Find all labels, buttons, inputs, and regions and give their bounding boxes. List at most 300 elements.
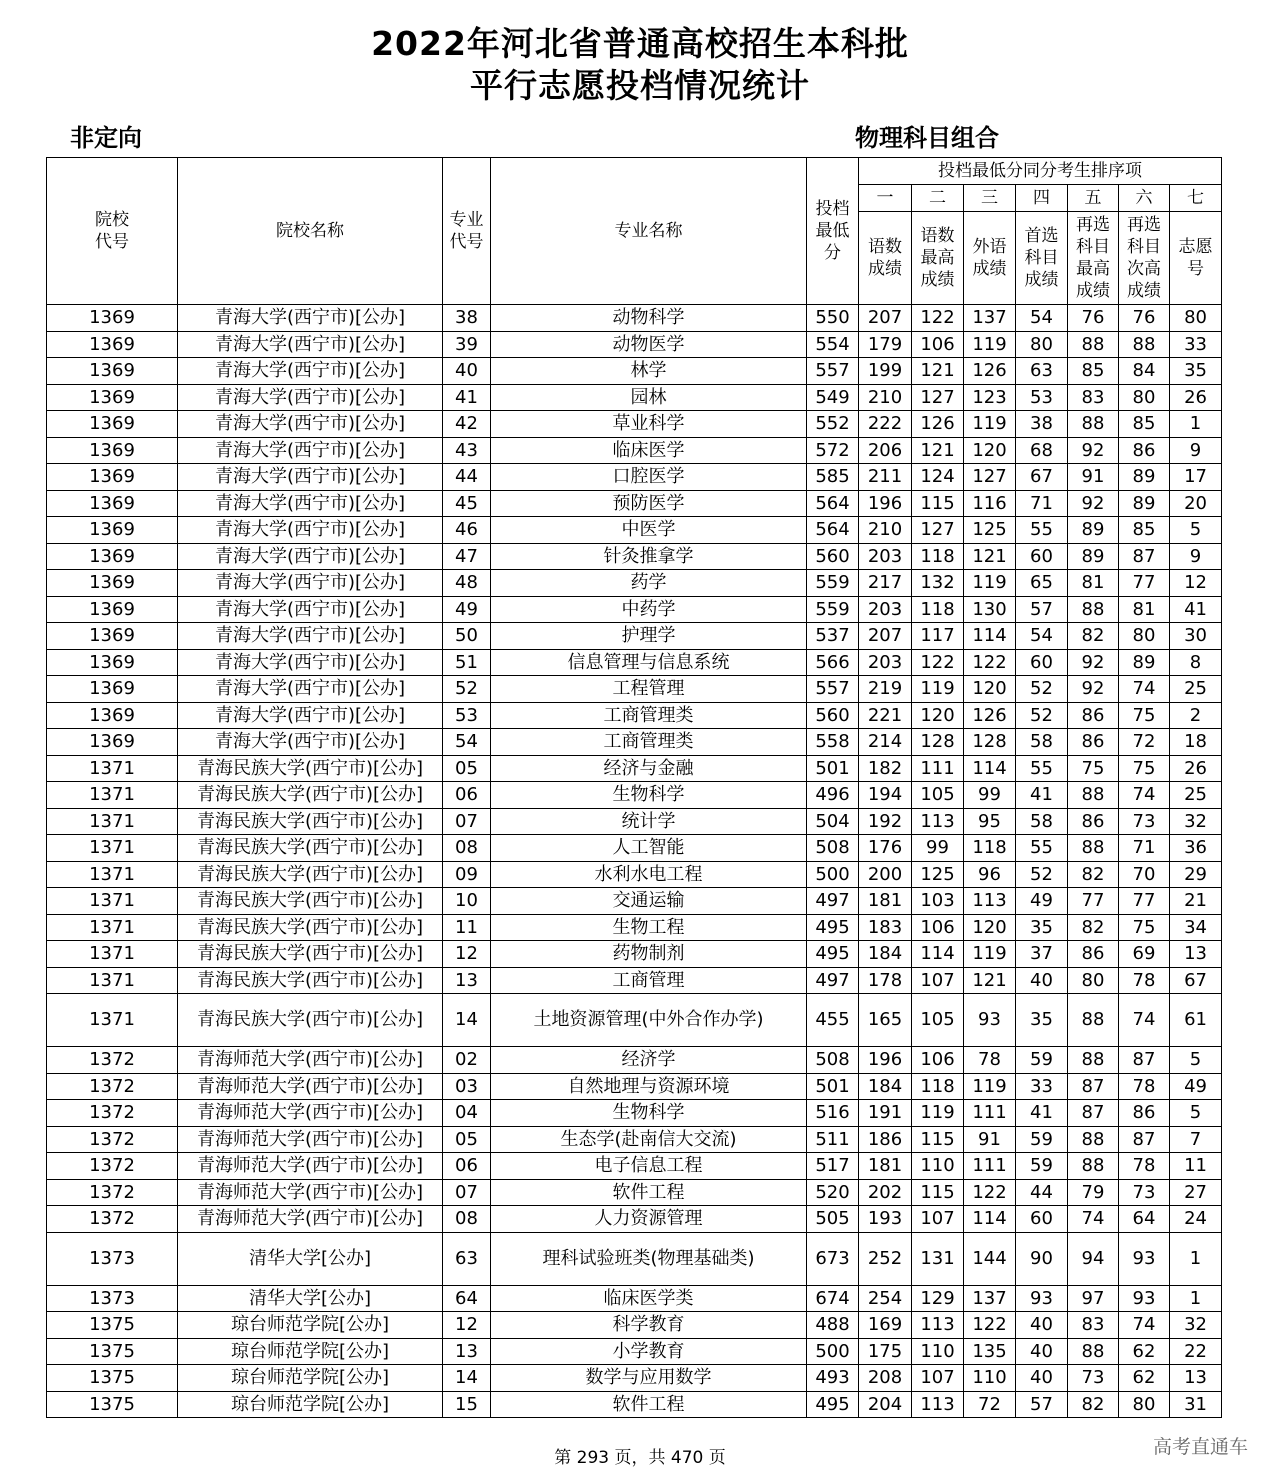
header-min-score: 投档最低分 (807, 158, 859, 305)
cell-chinese-math-max: 118 (912, 543, 964, 570)
cell-school-name: 青海民族大学(西宁市)[公办] (178, 755, 443, 782)
cell-choice-number: 12 (1170, 570, 1222, 597)
cell-foreign-language-score: 114 (964, 755, 1016, 782)
cell-chinese-math-max: 99 (912, 835, 964, 862)
cell-chinese-math-max: 129 (912, 1285, 964, 1312)
cell-major-name: 预防医学 (491, 490, 807, 517)
cell-choice-number: 9 (1170, 437, 1222, 464)
cell-first-subject-score: 37 (1016, 941, 1068, 968)
cell-chinese-math-max: 113 (912, 1312, 964, 1339)
cell-foreign-language-score: 123 (964, 384, 1016, 411)
cell-chinese-math-score: 192 (859, 808, 912, 835)
cell-min-score: 517 (807, 1153, 859, 1180)
cell-first-subject-score: 90 (1016, 1232, 1068, 1285)
cell-chinese-math-score: 175 (859, 1338, 912, 1365)
cell-foreign-language-score: 119 (964, 411, 1016, 438)
cell-choice-number: 25 (1170, 676, 1222, 703)
cell-major-code: 41 (443, 384, 491, 411)
cell-second-subject-next: 75 (1119, 755, 1170, 782)
header-sort-item-5: 再选科目最高成绩 (1068, 212, 1119, 305)
cell-chinese-math-max: 117 (912, 623, 964, 650)
cell-second-subject-next: 89 (1119, 464, 1170, 491)
cell-major-name: 生物工程 (491, 914, 807, 941)
table-row (47, 305, 1222, 332)
table-row (47, 702, 1222, 729)
cell-foreign-language-score: 118 (964, 835, 1016, 862)
cell-major-code: 53 (443, 702, 491, 729)
cell-school-name: 青海大学(西宁市)[公办] (178, 570, 443, 597)
cell-second-subject-max: 88 (1068, 1153, 1119, 1180)
cell-min-score: 495 (807, 1391, 859, 1418)
table-row (47, 888, 1222, 915)
cell-second-subject-next: 93 (1119, 1232, 1170, 1285)
cell-school-code: 1371 (47, 808, 178, 835)
document-title-line1: 2022年河北省普通高校招生本科批 (371, 24, 909, 63)
cell-school-name: 青海民族大学(西宁市)[公办] (178, 941, 443, 968)
cell-min-score: 501 (807, 1073, 859, 1100)
cell-min-score: 496 (807, 782, 859, 809)
cell-min-score: 564 (807, 517, 859, 544)
cell-min-score: 520 (807, 1179, 859, 1206)
cell-school-name: 青海师范大学(西宁市)[公办] (178, 1206, 443, 1233)
cell-choice-number: 36 (1170, 835, 1222, 862)
cell-major-name: 统计学 (491, 808, 807, 835)
cell-min-score: 516 (807, 1100, 859, 1127)
table-row (47, 967, 1222, 994)
cell-choice-number: 30 (1170, 623, 1222, 650)
table-row (47, 1232, 1222, 1285)
cell-foreign-language-score: 122 (964, 1312, 1016, 1339)
cell-second-subject-max: 74 (1068, 1206, 1119, 1233)
cell-first-subject-score: 52 (1016, 702, 1068, 729)
cell-major-name: 林学 (491, 358, 807, 385)
cell-foreign-language-score: 78 (964, 1047, 1016, 1074)
cell-second-subject-next: 86 (1119, 437, 1170, 464)
cell-chinese-math-score: 181 (859, 888, 912, 915)
cell-major-name: 生物科学 (491, 1100, 807, 1127)
table-row (47, 384, 1222, 411)
cell-second-subject-next: 87 (1119, 1047, 1170, 1074)
cell-school-name: 青海大学(西宁市)[公办] (178, 464, 443, 491)
cell-min-score: 505 (807, 1206, 859, 1233)
cell-chinese-math-score: 169 (859, 1312, 912, 1339)
cell-choice-number: 1 (1170, 1232, 1222, 1285)
cell-school-code: 1372 (47, 1047, 178, 1074)
cell-choice-number: 1 (1170, 1285, 1222, 1312)
cell-school-name: 青海大学(西宁市)[公办] (178, 305, 443, 332)
cell-chinese-math-score: 203 (859, 543, 912, 570)
header-ranking-group: 投档最低分同分考生排序项 (859, 158, 1222, 185)
cell-school-name: 青海大学(西宁市)[公办] (178, 676, 443, 703)
cell-major-code: 13 (443, 967, 491, 994)
cell-min-score: 495 (807, 914, 859, 941)
cell-major-code: 46 (443, 517, 491, 544)
cell-major-name: 生态学(赴南信大交流) (491, 1126, 807, 1153)
cell-school-code: 1375 (47, 1391, 178, 1418)
cell-foreign-language-score: 135 (964, 1338, 1016, 1365)
cell-major-code: 52 (443, 676, 491, 703)
cell-foreign-language-score: 127 (964, 464, 1016, 491)
cell-second-subject-next: 71 (1119, 835, 1170, 862)
cell-second-subject-max: 92 (1068, 437, 1119, 464)
cell-chinese-math-max: 115 (912, 490, 964, 517)
cell-choice-number: 25 (1170, 782, 1222, 809)
cell-choice-number: 2 (1170, 702, 1222, 729)
cell-second-subject-max: 88 (1068, 1338, 1119, 1365)
cell-school-name: 青海大学(西宁市)[公办] (178, 623, 443, 650)
cell-foreign-language-score: 126 (964, 358, 1016, 385)
cell-min-score: 455 (807, 994, 859, 1047)
cell-second-subject-next: 78 (1119, 1153, 1170, 1180)
cell-second-subject-next: 73 (1119, 1179, 1170, 1206)
cell-second-subject-max: 92 (1068, 649, 1119, 676)
cell-first-subject-score: 60 (1016, 1206, 1068, 1233)
table-row (47, 1153, 1222, 1180)
table-row (47, 1365, 1222, 1392)
cell-second-subject-next: 81 (1119, 596, 1170, 623)
cell-school-name: 青海师范大学(西宁市)[公办] (178, 1126, 443, 1153)
cell-min-score: 500 (807, 1338, 859, 1365)
cell-min-score: 508 (807, 1047, 859, 1074)
cell-major-name: 工商管理 (491, 967, 807, 994)
cell-second-subject-max: 88 (1068, 835, 1119, 862)
cell-choice-number: 29 (1170, 861, 1222, 888)
cell-choice-number: 24 (1170, 1206, 1222, 1233)
cell-foreign-language-score: 121 (964, 543, 1016, 570)
cell-foreign-language-score: 119 (964, 941, 1016, 968)
table-header (47, 158, 1222, 305)
cell-choice-number: 13 (1170, 941, 1222, 968)
cell-school-code: 1371 (47, 967, 178, 994)
cell-foreign-language-score: 111 (964, 1153, 1016, 1180)
cell-foreign-language-score: 113 (964, 888, 1016, 915)
cell-second-subject-max: 86 (1068, 702, 1119, 729)
cell-chinese-math-max: 115 (912, 1179, 964, 1206)
cell-school-code: 1375 (47, 1338, 178, 1365)
cell-second-subject-next: 89 (1119, 490, 1170, 517)
subject-group-label: 物理科目组合 (855, 124, 999, 152)
cell-chinese-math-max: 111 (912, 755, 964, 782)
table-row (47, 649, 1222, 676)
table-row (47, 1073, 1222, 1100)
cell-school-code: 1369 (47, 490, 178, 517)
cell-school-name: 青海大学(西宁市)[公办] (178, 437, 443, 464)
cell-chinese-math-max: 107 (912, 967, 964, 994)
cell-first-subject-score: 60 (1016, 543, 1068, 570)
cell-school-name: 青海师范大学(西宁市)[公办] (178, 1047, 443, 1074)
cell-min-score: 559 (807, 596, 859, 623)
cell-school-code: 1369 (47, 358, 178, 385)
cell-second-subject-next: 75 (1119, 914, 1170, 941)
table-row (47, 358, 1222, 385)
cell-min-score: 500 (807, 861, 859, 888)
cell-chinese-math-max: 118 (912, 1073, 964, 1100)
cell-school-name: 青海大学(西宁市)[公办] (178, 384, 443, 411)
cell-second-subject-next: 84 (1119, 358, 1170, 385)
cell-second-subject-max: 89 (1068, 517, 1119, 544)
table-row (47, 1338, 1222, 1365)
table-row (47, 782, 1222, 809)
cell-chinese-math-score: 181 (859, 1153, 912, 1180)
cell-first-subject-score: 80 (1016, 331, 1068, 358)
cell-major-code: 48 (443, 570, 491, 597)
cell-chinese-math-score: 222 (859, 411, 912, 438)
cell-choice-number: 5 (1170, 517, 1222, 544)
cell-min-score: 564 (807, 490, 859, 517)
table-body (47, 305, 1222, 1418)
cell-chinese-math-max: 107 (912, 1365, 964, 1392)
cell-school-name: 青海民族大学(西宁市)[公办] (178, 967, 443, 994)
cell-min-score: 549 (807, 384, 859, 411)
cell-first-subject-score: 57 (1016, 1391, 1068, 1418)
cell-first-subject-score: 40 (1016, 967, 1068, 994)
table-row (47, 1100, 1222, 1127)
table-row (47, 570, 1222, 597)
cell-major-name: 自然地理与资源环境 (491, 1073, 807, 1100)
cell-foreign-language-score: 120 (964, 914, 1016, 941)
cell-school-code: 1371 (47, 861, 178, 888)
cell-first-subject-score: 71 (1016, 490, 1068, 517)
table-row (47, 755, 1222, 782)
table-row (47, 729, 1222, 756)
table-row (47, 994, 1222, 1047)
cell-school-code: 1369 (47, 649, 178, 676)
cell-chinese-math-max: 124 (912, 464, 964, 491)
cell-major-code: 06 (443, 1153, 491, 1180)
cell-second-subject-next: 80 (1119, 1391, 1170, 1418)
table-row (47, 623, 1222, 650)
cell-second-subject-max: 89 (1068, 543, 1119, 570)
cell-school-name: 青海大学(西宁市)[公办] (178, 517, 443, 544)
cell-foreign-language-score: 137 (964, 305, 1016, 332)
cell-major-code: 09 (443, 861, 491, 888)
table-row (47, 1391, 1222, 1418)
cell-school-code: 1372 (47, 1206, 178, 1233)
cell-second-subject-max: 82 (1068, 623, 1119, 650)
cell-school-name: 青海师范大学(西宁市)[公办] (178, 1179, 443, 1206)
cell-chinese-math-score: 203 (859, 649, 912, 676)
cell-major-code: 11 (443, 914, 491, 941)
cell-chinese-math-max: 120 (912, 702, 964, 729)
cell-major-code: 05 (443, 755, 491, 782)
cell-major-code: 02 (443, 1047, 491, 1074)
cell-foreign-language-score: 120 (964, 676, 1016, 703)
cell-major-name: 经济学 (491, 1047, 807, 1074)
cell-chinese-math-score: 196 (859, 490, 912, 517)
header-order-3: 三 (964, 185, 1016, 212)
cell-major-name: 经济与金融 (491, 755, 807, 782)
cell-major-code: 12 (443, 941, 491, 968)
cell-min-score: 572 (807, 437, 859, 464)
cell-choice-number: 35 (1170, 358, 1222, 385)
cell-min-score: 560 (807, 702, 859, 729)
cell-school-code: 1371 (47, 835, 178, 862)
cell-major-name: 园林 (491, 384, 807, 411)
cell-choice-number: 5 (1170, 1100, 1222, 1127)
cell-major-code: 10 (443, 888, 491, 915)
cell-second-subject-max: 88 (1068, 994, 1119, 1047)
cell-foreign-language-score: 99 (964, 782, 1016, 809)
cell-school-name: 青海大学(西宁市)[公办] (178, 596, 443, 623)
cell-chinese-math-max: 121 (912, 358, 964, 385)
cell-major-name: 信息管理与信息系统 (491, 649, 807, 676)
cell-school-code: 1369 (47, 517, 178, 544)
header-school-name: 院校名称 (178, 158, 443, 305)
cell-second-subject-max: 92 (1068, 676, 1119, 703)
cell-school-code: 1371 (47, 888, 178, 915)
cell-chinese-math-max: 107 (912, 1206, 964, 1233)
cell-major-code: 15 (443, 1391, 491, 1418)
cell-second-subject-max: 73 (1068, 1365, 1119, 1392)
cell-major-name: 护理学 (491, 623, 807, 650)
cell-second-subject-next: 76 (1119, 305, 1170, 332)
cell-first-subject-score: 44 (1016, 1179, 1068, 1206)
cell-chinese-math-max: 113 (912, 1391, 964, 1418)
cell-school-name: 青海大学(西宁市)[公办] (178, 411, 443, 438)
cell-choice-number: 13 (1170, 1365, 1222, 1392)
cell-major-name: 人工智能 (491, 835, 807, 862)
cell-chinese-math-score: 210 (859, 384, 912, 411)
cell-choice-number: 17 (1170, 464, 1222, 491)
cell-school-code: 1372 (47, 1100, 178, 1127)
table-row (47, 1206, 1222, 1233)
cell-first-subject-score: 53 (1016, 384, 1068, 411)
cell-second-subject-max: 81 (1068, 570, 1119, 597)
header-order-6: 六 (1119, 185, 1170, 212)
cell-min-score: 559 (807, 570, 859, 597)
cell-chinese-math-max: 106 (912, 331, 964, 358)
cell-first-subject-score: 67 (1016, 464, 1068, 491)
cell-min-score: 585 (807, 464, 859, 491)
cell-major-name: 临床医学 (491, 437, 807, 464)
cell-chinese-math-max: 128 (912, 729, 964, 756)
cell-first-subject-score: 93 (1016, 1285, 1068, 1312)
header-order-4: 四 (1016, 185, 1068, 212)
cell-chinese-math-max: 122 (912, 649, 964, 676)
cell-foreign-language-score: 93 (964, 994, 1016, 1047)
cell-school-code: 1371 (47, 755, 178, 782)
cell-first-subject-score: 40 (1016, 1338, 1068, 1365)
cell-second-subject-max: 88 (1068, 596, 1119, 623)
cell-chinese-math-max: 119 (912, 1100, 964, 1127)
cell-major-code: 06 (443, 782, 491, 809)
cell-major-name: 动物医学 (491, 331, 807, 358)
table-row (47, 808, 1222, 835)
cell-major-code: 07 (443, 1179, 491, 1206)
cell-chinese-math-max: 121 (912, 437, 964, 464)
cell-second-subject-next: 73 (1119, 808, 1170, 835)
header-order-1: 一 (859, 185, 912, 212)
cell-school-code: 1371 (47, 994, 178, 1047)
cell-school-code: 1373 (47, 1285, 178, 1312)
cell-min-score: 557 (807, 358, 859, 385)
cell-first-subject-score: 58 (1016, 729, 1068, 756)
cell-second-subject-max: 87 (1068, 1073, 1119, 1100)
header-major-code: 专业代号 (443, 158, 491, 305)
header-school-code: 院校代号 (47, 158, 178, 305)
cell-second-subject-max: 82 (1068, 1391, 1119, 1418)
cell-foreign-language-score: 120 (964, 437, 1016, 464)
table-row (47, 1126, 1222, 1153)
cell-foreign-language-score: 96 (964, 861, 1016, 888)
cell-second-subject-max: 91 (1068, 464, 1119, 491)
cell-second-subject-max: 92 (1068, 490, 1119, 517)
cell-chinese-math-max: 110 (912, 1338, 964, 1365)
cell-school-name: 青海民族大学(西宁市)[公办] (178, 994, 443, 1047)
cell-min-score: 501 (807, 755, 859, 782)
cell-school-code: 1372 (47, 1179, 178, 1206)
cell-major-code: 14 (443, 1365, 491, 1392)
cell-first-subject-score: 59 (1016, 1047, 1068, 1074)
cell-foreign-language-score: 130 (964, 596, 1016, 623)
cell-chinese-math-max: 110 (912, 1153, 964, 1180)
cell-major-name: 临床医学类 (491, 1285, 807, 1312)
table-row (47, 517, 1222, 544)
cell-first-subject-score: 52 (1016, 676, 1068, 703)
cell-school-code: 1369 (47, 305, 178, 332)
cell-second-subject-max: 82 (1068, 861, 1119, 888)
cell-school-name: 清华大学[公办] (178, 1285, 443, 1312)
cell-foreign-language-score: 144 (964, 1232, 1016, 1285)
cell-school-name: 青海民族大学(西宁市)[公办] (178, 861, 443, 888)
cell-school-code: 1369 (47, 570, 178, 597)
cell-second-subject-next: 62 (1119, 1338, 1170, 1365)
cell-chinese-math-score: 184 (859, 941, 912, 968)
cell-second-subject-max: 79 (1068, 1179, 1119, 1206)
cell-school-name: 青海大学(西宁市)[公办] (178, 490, 443, 517)
header-major-name: 专业名称 (491, 158, 807, 305)
cell-foreign-language-score: 119 (964, 1073, 1016, 1100)
page-footer: 第 293 页，共 470 页 (554, 1448, 726, 1468)
table-row (47, 941, 1222, 968)
cell-school-code: 1372 (47, 1073, 178, 1100)
cell-second-subject-next: 85 (1119, 411, 1170, 438)
header-sort-item-2: 语数最高成绩 (912, 212, 964, 305)
cell-major-code: 45 (443, 490, 491, 517)
cell-major-code: 47 (443, 543, 491, 570)
cell-first-subject-score: 49 (1016, 888, 1068, 915)
cell-school-code: 1369 (47, 729, 178, 756)
cell-major-name: 动物科学 (491, 305, 807, 332)
cell-school-code: 1371 (47, 782, 178, 809)
table-row (47, 1285, 1222, 1312)
cell-min-score: 495 (807, 941, 859, 968)
cell-second-subject-max: 88 (1068, 782, 1119, 809)
cell-second-subject-max: 77 (1068, 888, 1119, 915)
cell-school-code: 1369 (47, 543, 178, 570)
header-sort-item-6: 再选科目次高成绩 (1119, 212, 1170, 305)
cell-chinese-math-score: 207 (859, 623, 912, 650)
cell-min-score: 493 (807, 1365, 859, 1392)
cell-major-name: 药物制剂 (491, 941, 807, 968)
cell-second-subject-next: 75 (1119, 702, 1170, 729)
header-order-5: 五 (1068, 185, 1119, 212)
cell-chinese-math-score: 193 (859, 1206, 912, 1233)
cell-min-score: 560 (807, 543, 859, 570)
cell-major-code: 05 (443, 1126, 491, 1153)
cell-major-code: 39 (443, 331, 491, 358)
cell-major-name: 中药学 (491, 596, 807, 623)
cell-major-name: 针灸推拿学 (491, 543, 807, 570)
cell-min-score: 673 (807, 1232, 859, 1285)
cell-chinese-math-score: 207 (859, 305, 912, 332)
cell-major-code: 08 (443, 835, 491, 862)
cell-school-code: 1369 (47, 437, 178, 464)
cell-chinese-math-max: 122 (912, 305, 964, 332)
cell-school-code: 1375 (47, 1365, 178, 1392)
category-label: 非定向 (70, 124, 142, 152)
cell-choice-number: 33 (1170, 331, 1222, 358)
